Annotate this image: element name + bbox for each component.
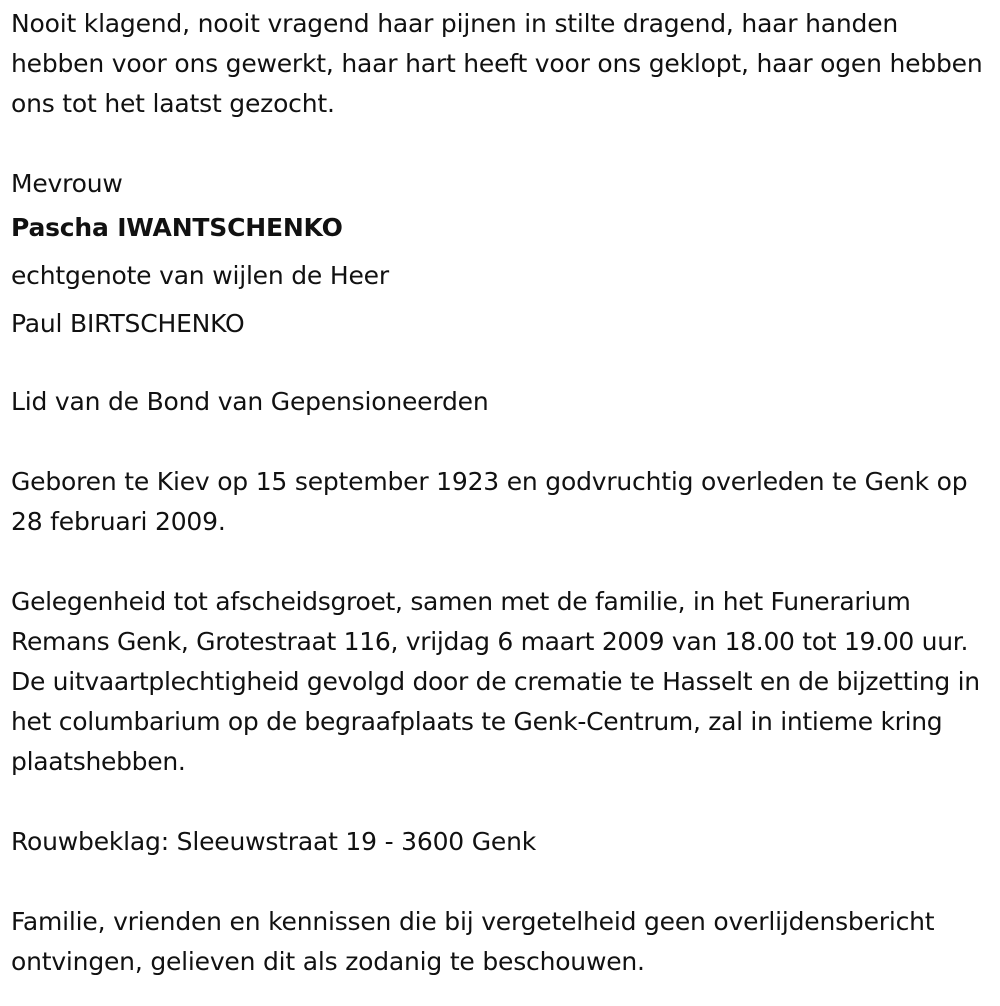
condolence-address: Rouwbeklag: Sleeuwstraat 19 - 3600 Genk bbox=[11, 827, 537, 856]
spacer bbox=[11, 862, 996, 902]
spacer bbox=[11, 542, 996, 582]
spacer bbox=[11, 124, 996, 164]
poem-text: Nooit klagend, nooit vragend haar pijnen in stilte dragend, haar handen hebben voor ons gewerkt, haar hart heeft voor ons geklopt, haar ogen hebben ons tot het laatst gezocht. bbox=[11, 9, 983, 118]
spacer bbox=[11, 422, 996, 462]
membership-text: Lid van de Bond van Gepensioneerden bbox=[11, 387, 489, 416]
spacer bbox=[11, 348, 996, 382]
honorific: Mevrouw bbox=[11, 169, 123, 198]
deceased-block bbox=[11, 164, 996, 348]
deceased-name: Pascha IWANTSCHENKO bbox=[11, 213, 343, 242]
birth-death-text: Geboren te Kiev op 15 september 1923 en godvruchtig overleden te Genk op 28 februari 2009. bbox=[11, 467, 968, 536]
closing-note: Familie, vrienden en kennissen die bij vergetelheid geen overlijdensbericht ontvingen, gelieven dit als zodanig te beschouwen. bbox=[11, 907, 935, 976]
spacer bbox=[11, 782, 996, 822]
ceremony-text: Gelegenheid tot afscheidsgroet, samen met de familie, in het Funerarium Remans Genk, Grotestraat 116, vrijdag 6 maart 2009 van 18.00 tot 19.00 uur. De uitvaartplechtigheid gevolgd door de crematie te Hasselt en de bijzetting in het columbarium op de begraafplaats te Genk-Centrum, zal in intieme kring plaatshebben. bbox=[11, 587, 980, 776]
spouse-name: Paul BIRTSCHENKO bbox=[11, 309, 245, 338]
relation-text: echtgenote van wijlen de Heer bbox=[11, 261, 389, 290]
obituary-document bbox=[11, 4, 996, 982]
